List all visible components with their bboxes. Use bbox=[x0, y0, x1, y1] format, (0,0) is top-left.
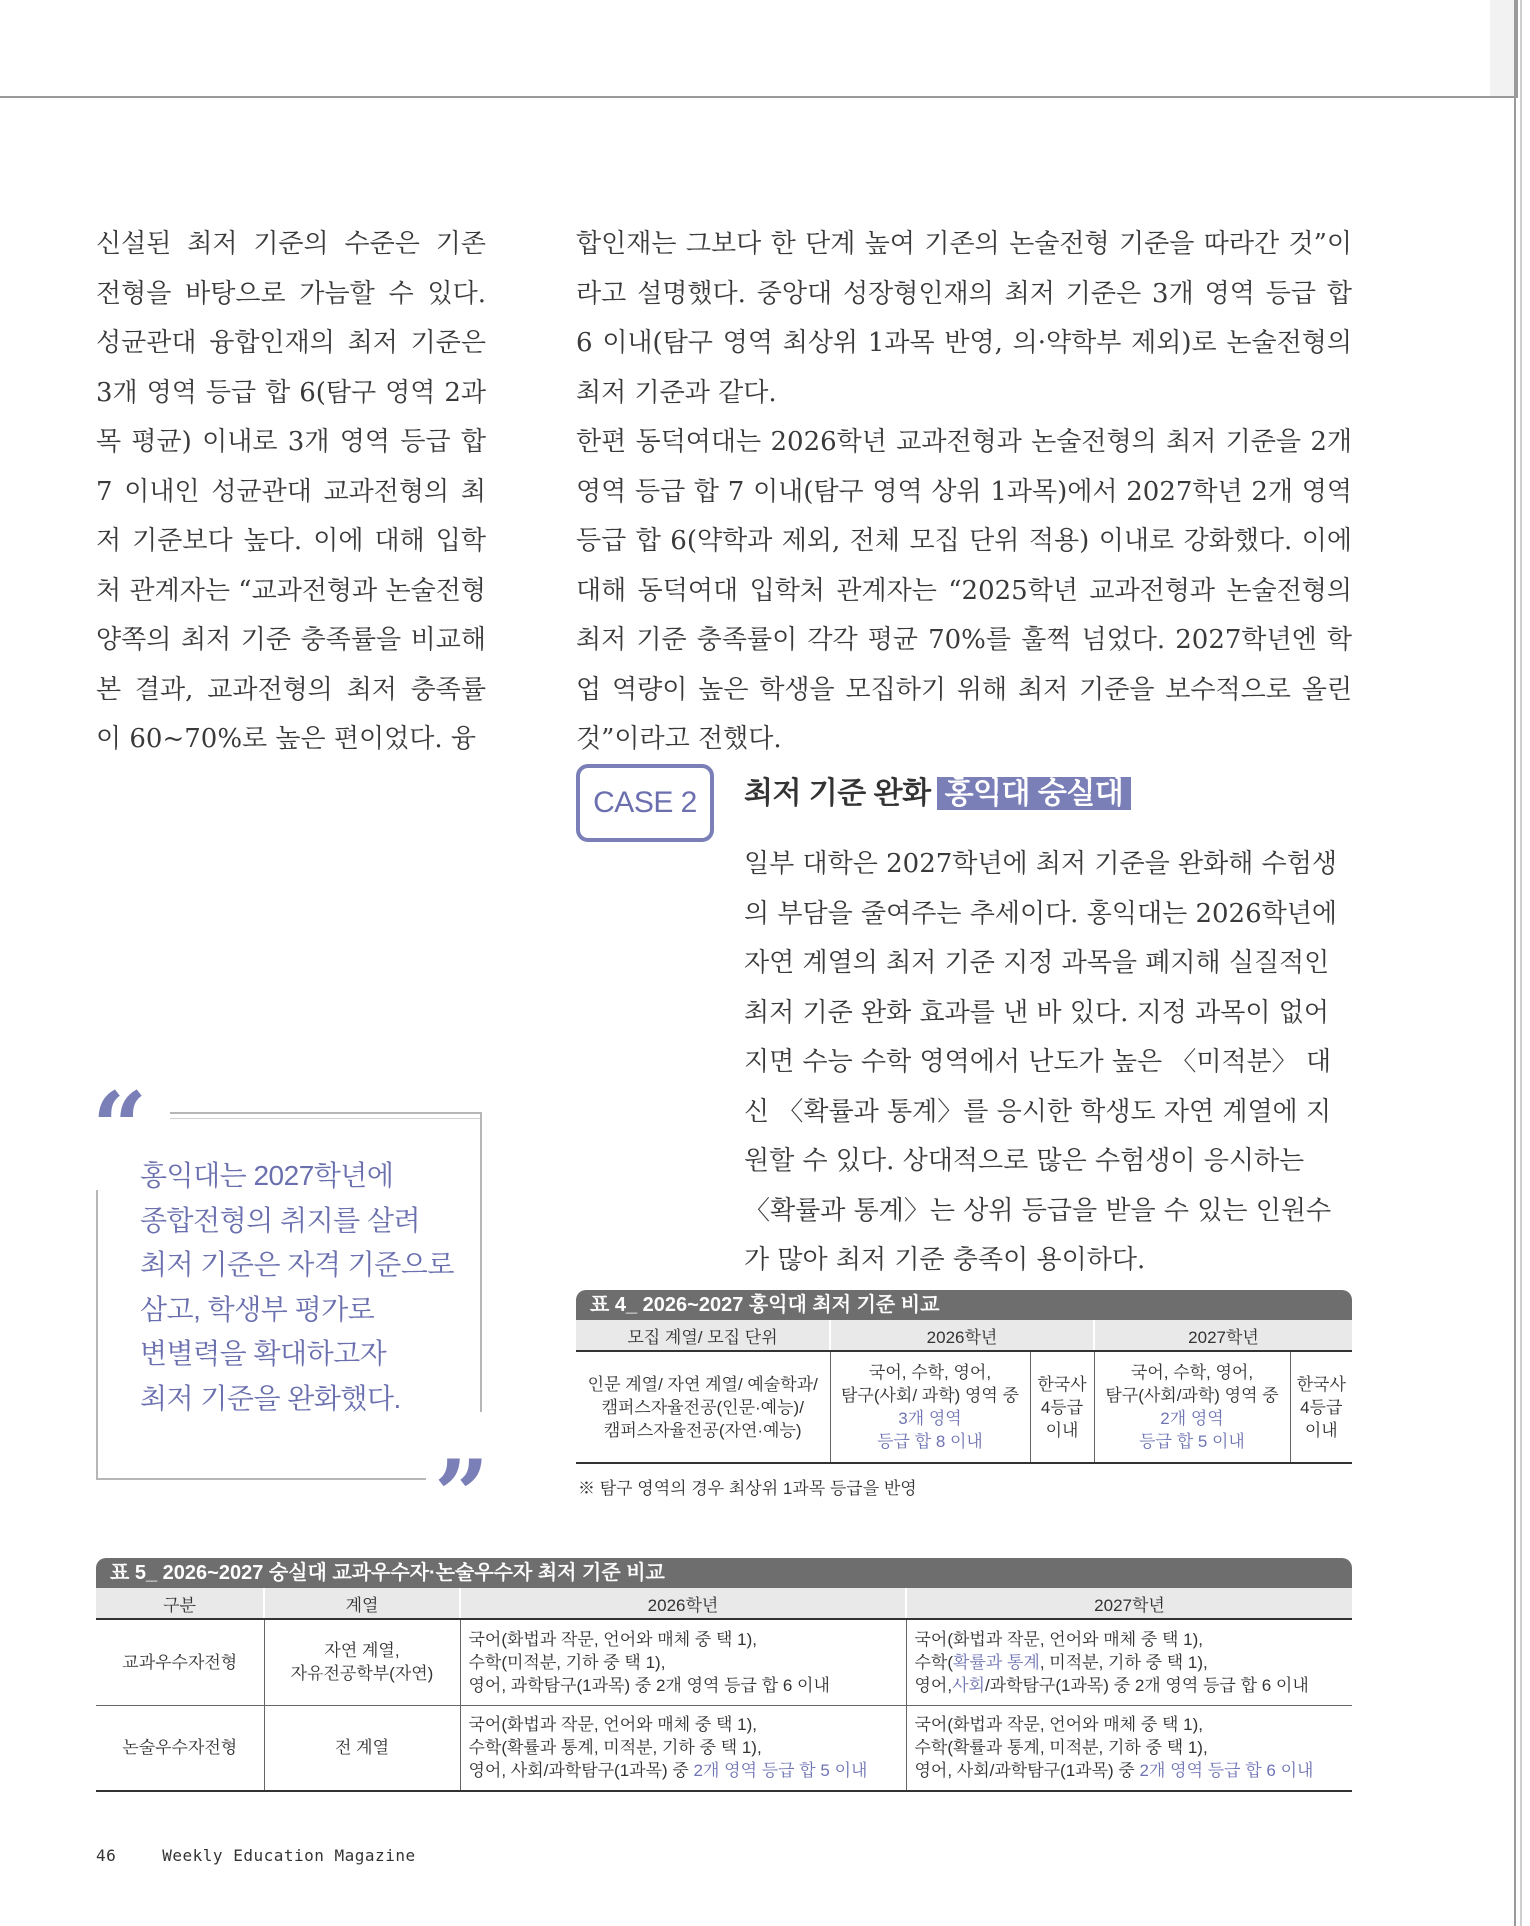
table4-header: 2027학년 bbox=[1094, 1320, 1352, 1351]
publication-name: Weekly Education Magazine bbox=[162, 1846, 416, 1865]
case-heading-text: 최저 기준 완화 bbox=[744, 777, 931, 810]
table5-type-cell: 교과우수자전형 bbox=[96, 1619, 264, 1705]
table4-2027-highlight: 2개 영역 bbox=[1160, 1409, 1224, 1428]
table4-unit-line: 인문 계열/ 자연 계열/ 예술학과/ bbox=[587, 1374, 818, 1394]
table4-2026-cell bbox=[830, 1351, 1030, 1463]
right-paragraph-1: 합인재는 그보다 한 단계 높여 기존의 논술전형 기준을 따라간 것”이라고 설명했다. 중앙대 성장형인재의 최저 기준은 3개 영역 등급 합 6 이내(탐구 영역 최상위 1과목 반영, 의·약학부 제외)로 논술전형의 최저 기준과 같다. bbox=[576, 229, 1352, 408]
quote-rule bbox=[170, 1112, 482, 1114]
quote-border-left bbox=[96, 1190, 98, 1480]
table4-2027-highlight: 등급 합 5 이내 bbox=[1139, 1432, 1245, 1451]
table5-line: 영어, 과학탐구(1과목) 중 2개 영역 등급 합 6 이내 bbox=[468, 1675, 830, 1695]
close-quote-icon: ” bbox=[434, 1439, 490, 1552]
table4-header: 모집 계열/ 모집 단위 bbox=[576, 1320, 830, 1351]
table4-2027-history-cell: 한국사 4등급 이내 bbox=[1290, 1351, 1352, 1463]
table4-header: 2026학년 bbox=[830, 1320, 1094, 1351]
table5-2027-cell bbox=[906, 1619, 1352, 1705]
table5-line bbox=[915, 1759, 1349, 1782]
right-column-text bbox=[576, 220, 1352, 765]
table5-text: 수학( bbox=[914, 1652, 954, 1672]
table5-text: /과학탐구(1과목) 중 2개 영역 등급 합 6 이내 bbox=[984, 1675, 1309, 1695]
table4-title: 표 4_ 2026~2027 홍익대 최저 기준 비교 bbox=[576, 1290, 1352, 1320]
table4-2027-cell bbox=[1094, 1351, 1290, 1463]
right-paragraph-2: 한편 동덕여대는 2026학년 교과전형과 논술전형의 최저 기준을 2개 영역 등급 합 7 이내(탐구 영역 상위 1과목)에서 2027학년 2개 영역 등급 합 6(약학과 제외, 전체 모집 단위 적용) 이내로 강화했다. 이에 대해 동덕여대 입학처 관계자는 “2025학년 교과전형과 논술전형의 최저 기준 충족률이 각각 평균 70%를 훌쩍 넘었다. 2027학년엔 학업 역량이 높은 학생을 모집하기 위해 최저 기준을 보수적으로 올린 것”이라고 전했다. bbox=[576, 427, 1352, 754]
table5-line bbox=[469, 1759, 902, 1782]
table5-header: 구분 bbox=[96, 1588, 264, 1619]
quote-border-bottom bbox=[96, 1478, 426, 1480]
table5-header: 계열 bbox=[264, 1588, 460, 1619]
table4-2026-line: 탐구(사회/ 과학) 영역 중 bbox=[840, 1386, 1019, 1405]
table5-header: 2026학년 bbox=[460, 1588, 906, 1619]
table5-header: 2027학년 bbox=[906, 1588, 1352, 1619]
table5-title: 표 5_ 2026~2027 숭실대 교과우수자·논술우수자 최저 기준 비교 bbox=[96, 1558, 1352, 1588]
table4-2026-line: 국어, 수학, 영어, bbox=[868, 1363, 992, 1382]
table5-highlight: 확률과 통계 bbox=[953, 1652, 1040, 1672]
table4-unit-line: 캠퍼스자율전공(인문·예능)/ bbox=[601, 1397, 804, 1417]
table5 bbox=[96, 1588, 1352, 1792]
pullquote-line: 변별력을 확대하고자 bbox=[140, 1338, 387, 1369]
table5-line: 국어(화법과 작문, 언어와 매체 중 택 1), bbox=[914, 1715, 1203, 1735]
page-number: 46 bbox=[96, 1846, 117, 1865]
table4 bbox=[576, 1320, 1352, 1464]
pullquote-line: 홍익대는 2027학년에 bbox=[140, 1160, 394, 1191]
table5-line bbox=[915, 1674, 1349, 1697]
table5-line: 수학(미적분, 기하 중 택 1), bbox=[468, 1652, 666, 1672]
table4-2026-history-cell: 한국사 4등급 이내 bbox=[1030, 1351, 1094, 1463]
table5-2027-cell bbox=[906, 1705, 1352, 1791]
table4-2027-line: 국어, 수학, 영어, bbox=[1130, 1363, 1254, 1382]
table5-text: 영어, bbox=[914, 1675, 953, 1695]
table5-text: , 미적분, 기하 중 택 1), bbox=[1039, 1652, 1208, 1672]
page-footer bbox=[96, 1846, 416, 1865]
table5-highlight: 2개 영역 등급 합 6 이내 bbox=[1139, 1761, 1314, 1781]
case-body bbox=[576, 814, 1352, 1312]
page-frame-edge-inner bbox=[1520, 0, 1522, 1926]
page-frame-corner bbox=[1490, 0, 1516, 96]
table5-highlight: 2개 영역 등급 합 5 이내 bbox=[693, 1761, 868, 1781]
pullquote bbox=[140, 1154, 480, 1421]
table5-line bbox=[915, 1651, 1349, 1674]
table5-line: 국어(화법과 작문, 언어와 매체 중 택 1), bbox=[468, 1715, 757, 1735]
table5-type-cell: 논술우수자전형 bbox=[96, 1705, 264, 1791]
table5-line: 국어(화법과 작문, 언어와 매체 중 택 1), bbox=[914, 1629, 1203, 1649]
table4-note: ※ 탐구 영역의 경우 최상위 1과목 등급을 반영 bbox=[578, 1479, 917, 1498]
left-column-text: 신설된 최저 기준의 수준은 기존 전형을 바탕으로 가늠할 수 있다. 성균관대 융합인재의 최저 기준은 3개 영역 등급 합 6(탐구 영역 2과목 평균) 이내로 3개 영역 등급 합 7 이내인 성균관대 교과전형의 최저 기준보다 높다. 이에 대해 입학처 관계자는 “교과전형과 논술전형 양쪽의 최저 기준 충족률을 비교해 본 결과, 교과전형의 최저 충족률이 60~70%로 높은 편이었다. 융 bbox=[96, 229, 486, 754]
open-quote-icon: “ bbox=[92, 1071, 148, 1184]
page-frame-edge bbox=[1514, 0, 1516, 1926]
table5-line: 수학(확률과 통계, 미적분, 기하 중 택 1), bbox=[914, 1738, 1208, 1758]
pullquote-line: 종합전형의 취지를 살려 bbox=[140, 1204, 421, 1236]
table4-2026-highlight: 등급 합 8 이내 bbox=[877, 1432, 983, 1451]
table5-line: 수학(확률과 통계, 미적분, 기하 중 택 1), bbox=[468, 1738, 762, 1758]
table4-2026-highlight: 3개 영역 bbox=[898, 1409, 962, 1428]
pullquote-line: 최저 기준을 완화했다. bbox=[140, 1382, 401, 1414]
pullquote-line: 최저 기준은 자격 기준으로 bbox=[140, 1249, 454, 1280]
table5-2026-cell bbox=[460, 1705, 906, 1791]
case-body-text: 일부 대학은 2027학년에 최저 기준을 완화해 수험생의 부담을 줄여주는 추세이다. 홍익대는 2026학년에 자연 계열의 최저 기준 지정 과목을 폐지해 실질적인 최저 기준 완화 효과를 낸 바 있다. 지정 과목이 없어지면 수능 수학 영역에서 난도가 높은 〈미적분〉 대신 〈확률과 통계〉를 응시한 학생도 자연 계열에 지원할 수 있다. 상대적으로 많은 수험생이 응시하는 〈확률과 통계〉는 상위 등급을 받을 수 있는 인원수가 많아 최저 기준 충족이 용이하다. bbox=[744, 849, 1337, 1275]
table5-highlight: 사회 bbox=[952, 1675, 985, 1695]
table5-track-line: 자연 계열, bbox=[324, 1641, 400, 1661]
table5-track-cell: 전 계열 bbox=[264, 1705, 460, 1791]
quote-border-right bbox=[480, 1112, 482, 1412]
table5-track-line: 자유전공학부(자연) bbox=[290, 1664, 434, 1684]
case-heading bbox=[744, 768, 1131, 812]
case-badge: CASE 2 bbox=[576, 764, 714, 842]
case-heading-highlight: 홍익대 숭실대 bbox=[937, 777, 1132, 810]
table4-unit-cell bbox=[576, 1351, 830, 1463]
table5-text: 영어, 사회/과학탐구(1과목) 중 bbox=[914, 1761, 1135, 1781]
page-frame-top bbox=[0, 0, 1518, 98]
table5-2026-cell bbox=[460, 1619, 906, 1705]
table4-2027-line: 탐구(사회/과학) 영역 중 bbox=[1105, 1386, 1279, 1405]
quote-rule-inner bbox=[170, 1118, 482, 1119]
table5-line: 국어(화법과 작문, 언어와 매체 중 택 1), bbox=[468, 1629, 757, 1649]
pullquote-line: 삼고, 학생부 평가로 bbox=[140, 1293, 375, 1325]
table5-track-cell bbox=[264, 1619, 460, 1705]
table5-text: 영어, 사회/과학탐구(1과목) 중 bbox=[468, 1761, 689, 1781]
table4-unit-line: 캠퍼스자율전공(자연·예능) bbox=[603, 1420, 802, 1440]
